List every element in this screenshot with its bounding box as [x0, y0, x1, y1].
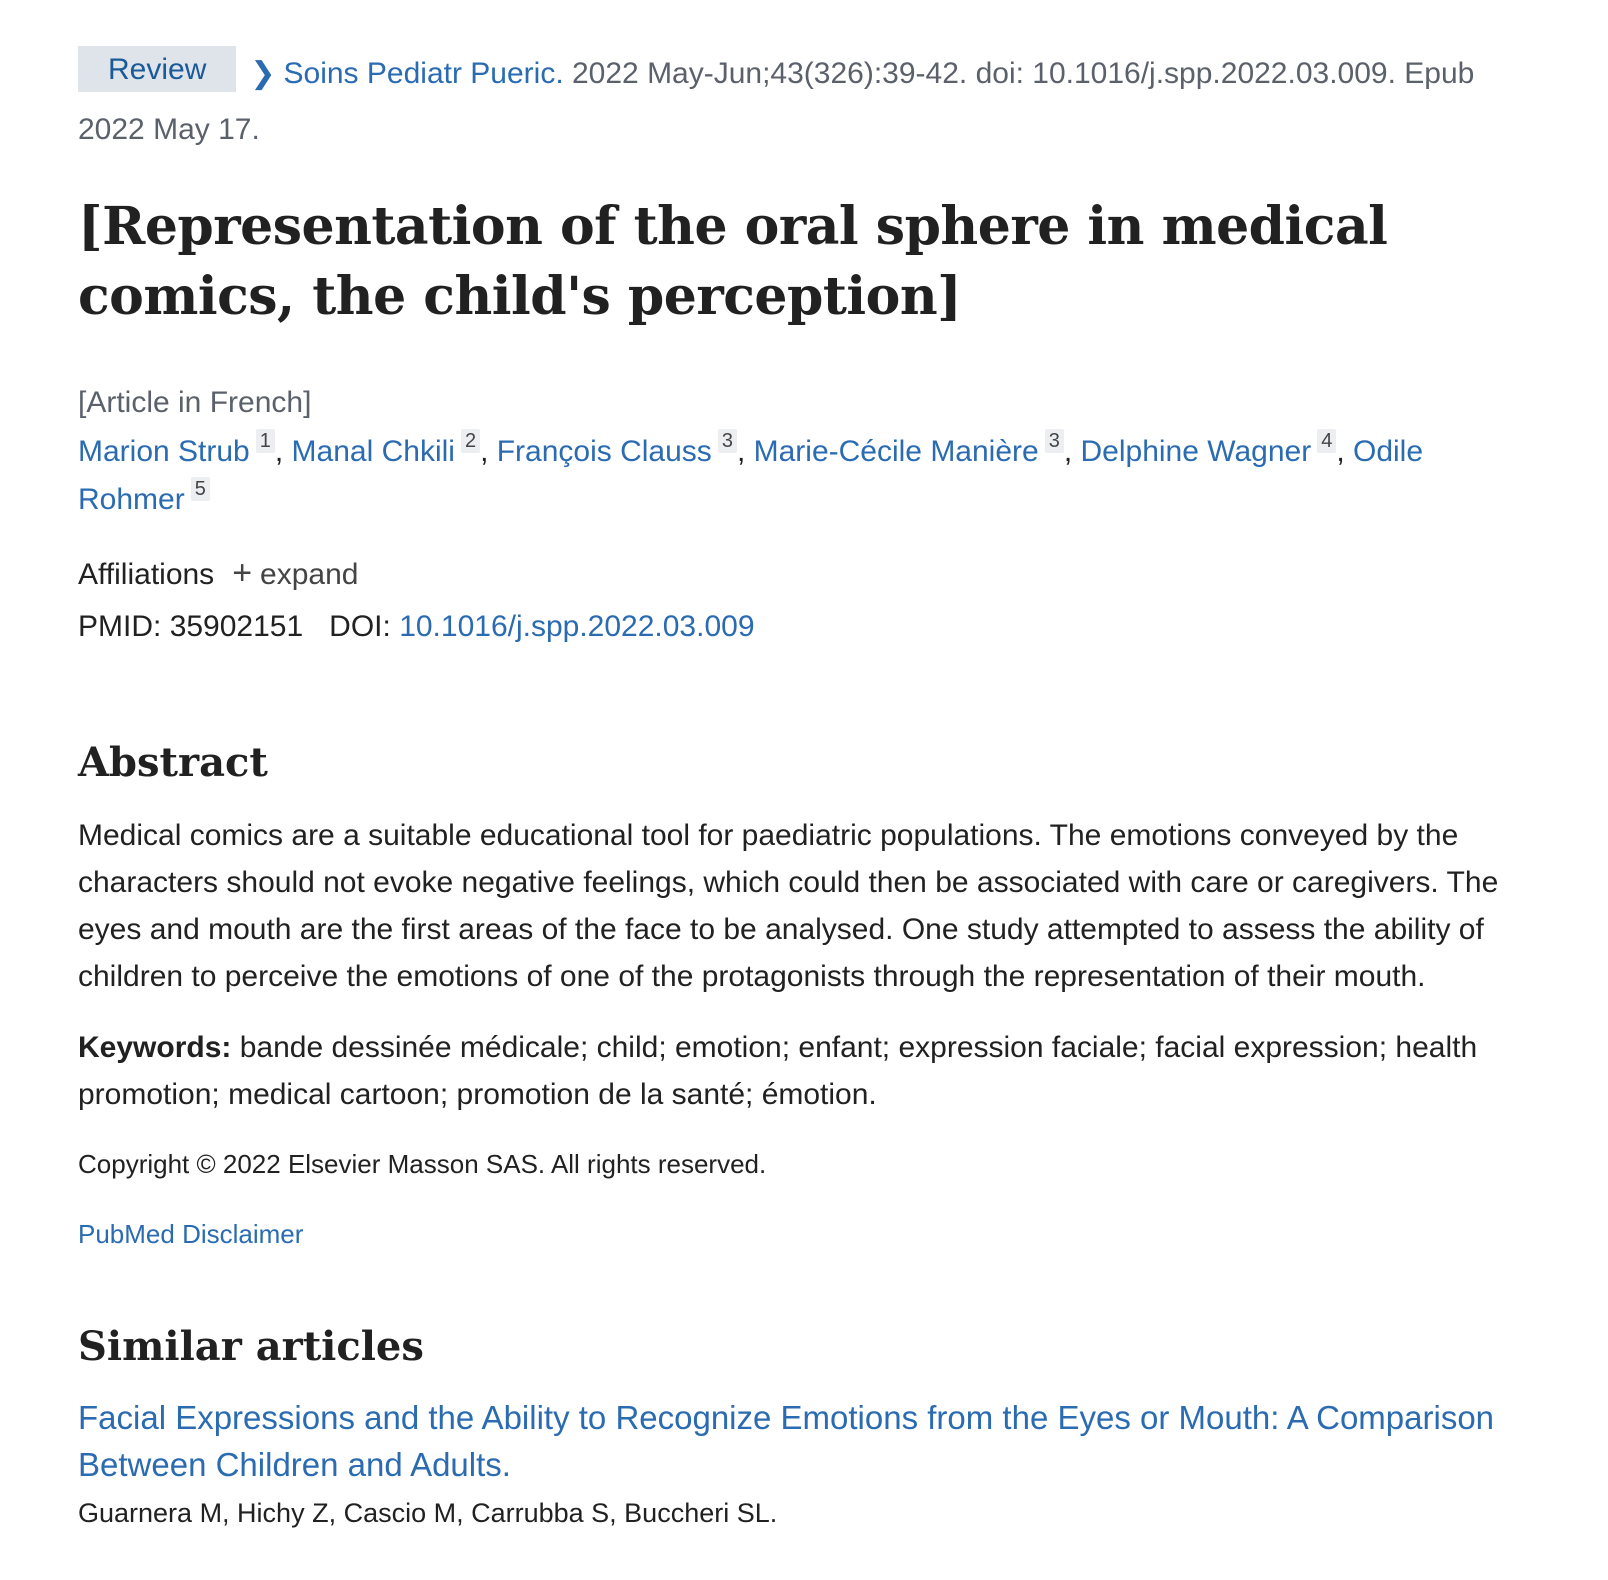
- keywords-text: bande dessinée médicale; child; emotion; enfant; expression faciale; facial expression; health promotion; medical cartoon; promotion de la santé; émotion.: [78, 1031, 1478, 1111]
- pmid-value: 35902151: [169, 610, 304, 643]
- disclaimer-row: [78, 1214, 1532, 1254]
- author-item: [1080, 430, 1337, 468]
- doi-link[interactable]: 10.1016/j.spp.2022.03.009: [399, 610, 755, 643]
- citation-details: 2022 May-Jun;43(326):39-42. doi: 10.1016/j.spp.2022.03.009. Epub 2022 May 17.: [78, 57, 1475, 146]
- author-link[interactable]: Odile Rohmer: [78, 435, 1424, 516]
- author-link[interactable]: François Clauss: [496, 435, 712, 468]
- similar-article-title: [78, 1394, 1498, 1488]
- author-link[interactable]: Marie-Cécile Manière: [753, 435, 1039, 468]
- affiliations-row: [78, 552, 1532, 596]
- identifiers-row: [78, 606, 1532, 648]
- author-link[interactable]: Marion Strub: [78, 435, 250, 468]
- similar-article-link[interactable]: Facial Expressions and the Ability to Recognize Emotions from the Eyes or Mouth: A Comparison Between Children and Adults.: [78, 1399, 1495, 1483]
- doi-label: DOI:: [329, 610, 391, 643]
- author-item: [753, 430, 1064, 468]
- expand-label: expand: [260, 558, 359, 591]
- author-item: [496, 430, 737, 468]
- journal-link[interactable]: Soins Pediatr Pueric.: [283, 57, 564, 90]
- affiliation-number[interactable]: 5: [191, 477, 210, 501]
- citation-line: [78, 46, 1532, 158]
- plus-icon: +: [232, 554, 253, 592]
- similar-article-item: [78, 1394, 1532, 1534]
- affiliation-number[interactable]: 1: [256, 429, 275, 453]
- affiliation-number[interactable]: 3: [718, 429, 737, 453]
- article-title: [Representation of the oral sphere in medical comics, the child's perception]: [78, 196, 1388, 327]
- affiliation-number[interactable]: 4: [1317, 429, 1336, 453]
- author-list: Marion Strub 1 , Manal Chkili 2 , François Clauss 3 , Marie-Cécile Manière 3 , Delphine Wagner 4 , Odile Rohmer 5: [78, 430, 1424, 516]
- affiliation-number[interactable]: 2: [461, 429, 480, 453]
- affiliations-expand-button[interactable]: [232, 554, 359, 592]
- keywords-label: Keywords:: [78, 1031, 232, 1064]
- author-item: [291, 430, 481, 468]
- chevron-right-icon[interactable]: ❯: [250, 57, 276, 90]
- similar-articles-heading: Similar articles: [78, 1323, 424, 1370]
- keywords: [78, 1024, 1538, 1118]
- affiliations-label: Affiliations: [78, 558, 215, 591]
- abstract-text: Medical comics are a suitable educational tool for paediatric populations. The emotions conveyed by the characters should not evoke negative feelings, which could then be associated with care or caregivers. The eyes and mouth are the first areas of the face to be analysed. One study attempted to assess the ability of children to perceive the emotions of one of the protagonists through the representation of their mouth.: [78, 819, 1499, 993]
- abstract-heading: Abstract: [78, 739, 268, 786]
- author-link[interactable]: Manal Chkili: [291, 435, 455, 468]
- copyright-notice: Copyright © 2022 Elsevier Masson SAS. All rights reserved.: [78, 1149, 767, 1179]
- language-note: [Article in French]: [78, 386, 312, 419]
- pubmed-disclaimer-link[interactable]: PubMed Disclaimer: [78, 1219, 304, 1249]
- review-badge[interactable]: Review: [78, 46, 236, 92]
- author-link[interactable]: Delphine Wagner: [1080, 435, 1312, 468]
- pmid-label: PMID:: [78, 610, 162, 643]
- author-item: [78, 430, 275, 468]
- affiliation-number[interactable]: 3: [1045, 429, 1064, 453]
- similar-article-authors: Guarnera M, Hichy Z, Cascio M, Carrubba S, Buccheri SL.: [78, 1498, 778, 1528]
